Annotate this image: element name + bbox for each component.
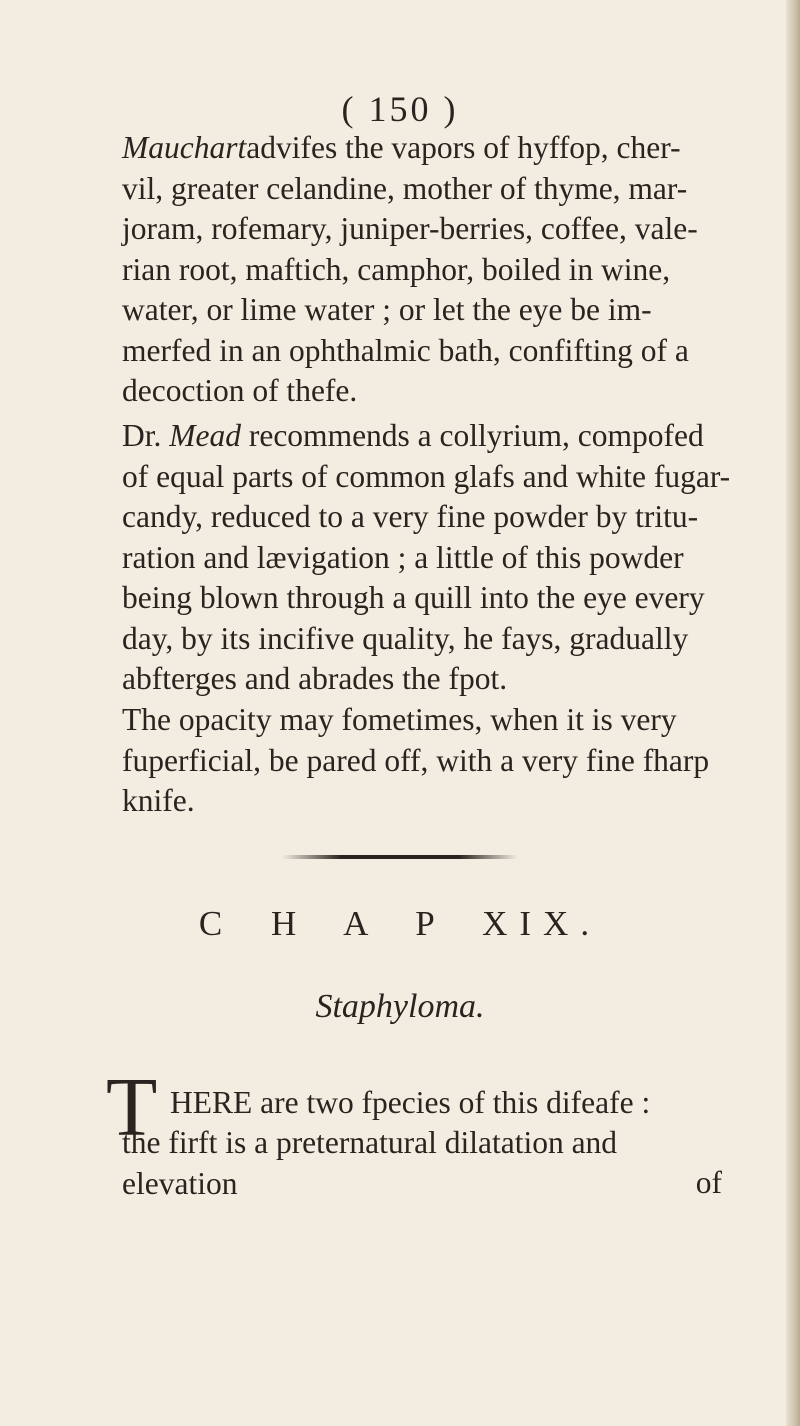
text-line: abfterges and abrades the fpot. xyxy=(122,661,508,696)
drop-cap: T xyxy=(106,1061,158,1154)
text-line: the firft is a preternatural dilatation and elevation xyxy=(122,1125,618,1201)
text-line: ration and lævigation ; a little of this powder xyxy=(122,539,684,575)
text-line: candy, reduced to a very fine powder by tritu- xyxy=(122,499,699,534)
text-line: Dr. Mead recommends a collyrium, compofed xyxy=(122,418,704,453)
text-line: water, or lime water ; or let the eye be im- xyxy=(122,292,652,327)
author-name: Mauchart xyxy=(122,130,247,165)
paragraph-mead xyxy=(122,416,731,700)
text-line: joram, rofemary, juniper-berries, coffee, vale- xyxy=(122,211,698,246)
text-line: of equal parts of common glafs and white fugar- xyxy=(122,458,731,494)
text-line: knife. xyxy=(122,783,195,818)
text-line: HERE are two fpecies of this difeafe : xyxy=(170,1085,651,1120)
text-line: vil, greater celandine, mother of thyme, mar- xyxy=(122,170,688,206)
text-line: The opacity may fometimes, when it is very xyxy=(122,702,677,737)
paragraph-mauchart xyxy=(122,128,722,412)
paragraph-opacity xyxy=(122,700,722,822)
text-line: Mauchartadvifes the vapors of hyffop, cher- xyxy=(122,130,681,165)
text-line: fuperficial, be pared off, with a very fine fharp xyxy=(122,742,710,778)
text-line: being blown through a quill into the eye every xyxy=(122,580,705,615)
section-divider-rule xyxy=(282,855,518,859)
text-line: rian root, maftich, camphor, boiled in wine, xyxy=(122,251,671,287)
text-line: merfed in an ophthalmic bath, confifting of a xyxy=(122,332,689,368)
author-name: Mead xyxy=(169,418,241,453)
chapter-subtitle: Staphyloma. xyxy=(315,988,485,1025)
page-edge-shadow xyxy=(786,0,800,1426)
page-number: ( 150 ) xyxy=(341,89,459,129)
catchword: of xyxy=(695,1165,722,1200)
text-line: day, by its incifive quality, he fays, gradually xyxy=(122,620,689,656)
chapter-heading: C H A P XIX. xyxy=(198,904,602,943)
text-line: decoction of thefe. xyxy=(122,373,358,408)
